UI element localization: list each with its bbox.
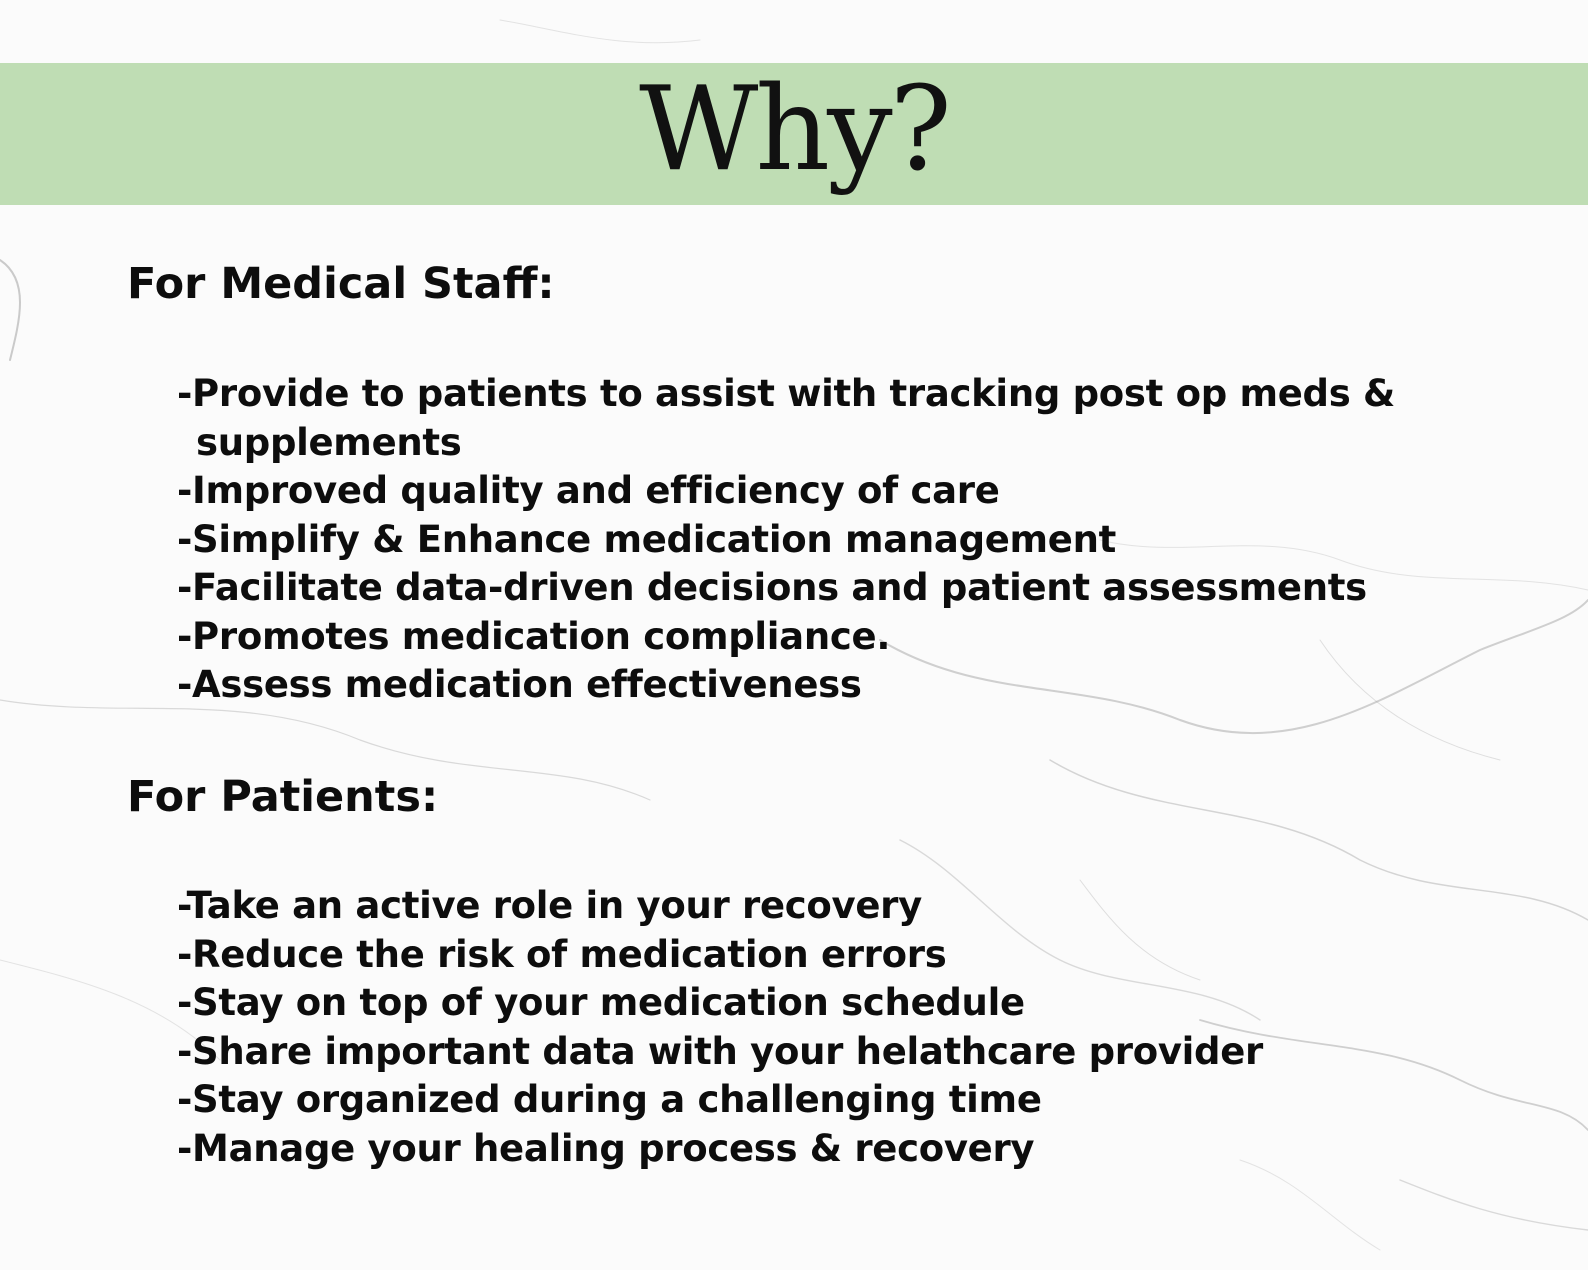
- list-item-text: -Improved quality and efficiency of care: [177, 469, 1000, 512]
- list-item-text: -Provide to patients to assist with tracking post op meds &: [177, 372, 1396, 415]
- list-item-text: -Assess medication effectiveness: [177, 663, 862, 706]
- list-item-text: -Simplify & Enhance medication management: [177, 517, 1117, 561]
- list-item: [177, 516, 1395, 565]
- marble-vein: [1400, 1180, 1588, 1230]
- patients-heading: For Patients:: [127, 772, 439, 822]
- list-item: -Take an active role in your recovery: [177, 884, 922, 927]
- list-item: [177, 613, 1395, 662]
- title-banner: [0, 63, 1588, 205]
- marble-vein: [0, 260, 20, 360]
- medical-staff-list: [177, 370, 1395, 710]
- list-item: [177, 564, 1395, 613]
- list-item: -Stay on top of your medication schedule: [177, 981, 1025, 1024]
- list-item: [177, 661, 1395, 710]
- medical-staff-heading: For Medical Staff:: [127, 259, 555, 309]
- list-item: -Manage your healing process & recovery: [177, 1126, 1035, 1170]
- page-title: Why?: [639, 62, 949, 197]
- list-item: -Stay organized during a challenging time: [177, 1078, 1042, 1121]
- marble-vein: [1240, 1160, 1380, 1250]
- list-item: -Share important data with your helathcare provider: [177, 1029, 1263, 1073]
- list-item-text: -Facilitate data-driven decisions and patient assessments: [177, 566, 1367, 609]
- list-item: [177, 467, 1395, 516]
- patients-list: [177, 882, 1263, 1173]
- list-item-text: -Promotes medication compliance.: [177, 614, 891, 658]
- marble-vein: [500, 20, 700, 43]
- list-item-text-continued: supplements: [196, 420, 462, 464]
- list-item: [177, 370, 1395, 467]
- list-item: -Reduce the risk of medication errors: [177, 932, 947, 976]
